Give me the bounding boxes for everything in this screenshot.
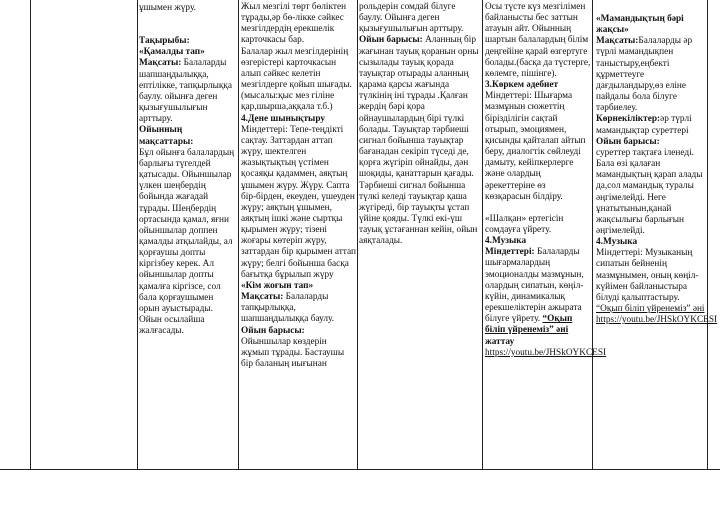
game-process-paragraph: Ойын барысы: Аланның бір жағынан тауық қоранын орны сызылады тауық қорада тауықтар отырады аланның қарама қарсы жағында түлкінің іні тұрады .Қалған жердің бәрі қора ойнаушылардың бірі түлкі болады. Тауықтар тәрбиеші сигнал бойынша тауықтар бағанадан секіріп түседі де, қорға жүгіріп ойнайды, дән шоқиды, қанаттарын қағады. Тәрбиеші сигнал бойынша түлкі келеді тауықтар қаша жүгіреді, бір тауықты ұстап үйіне қояды. Түлкі екі-үш тауық ұстағаннан кейін, ойын аяқталады. bbox=[359, 35, 479, 247]
text-line: ұшымен жүру. bbox=[139, 3, 197, 13]
day-column-2 bbox=[241, 2, 356, 466]
day-column-3 bbox=[359, 2, 481, 466]
fairy-tale-line: «Шалқан» ертегісін сомдауға үйрету. bbox=[485, 213, 564, 235]
day-column-4 bbox=[485, 2, 607, 466]
visual-aids-paragraph: Көрнекіліктер:әр түрлі мамандықтар суреттері bbox=[596, 114, 692, 136]
table-border bbox=[482, 0, 483, 469]
game-process-text: Ойыншылар көздерін жұмып тұрады. Бастаушы бір баланың иығынан bbox=[241, 336, 345, 369]
game-goals-heading: Ойынның мақсаттары: bbox=[139, 125, 194, 147]
day-column-5 bbox=[596, 14, 718, 478]
day-column-1 bbox=[139, 3, 236, 467]
game-process-heading: Ойын барысы: bbox=[596, 136, 660, 147]
season-paragraph: Жыл мезгілі төрт бөліктен тұрады,әр бө-лікке сәйкес мезгілдердің ерекшелік карточкасы бар. Балалар жыл мезгілдерінің өзгерістері карточкасын алып сәйкес келетін мезгілдерге қойып шығады.(мысалы:қыс мез гіліне қар,шырша,аққала т.б.) bbox=[241, 2, 352, 113]
table-border bbox=[238, 0, 239, 469]
game-process-heading: Ойын барысы: bbox=[241, 325, 305, 336]
game-title: «Мамандықтың бәрі жақсы» bbox=[596, 14, 684, 36]
game-process-text: суреттер тақтаға іленеді. Бала өзі қалаған мамандықтың қарап алады да,сол мамандық туралы әңгімелейді. Неге ұнатытынын,қанай жақсылығы барлығын әңгімелейді. bbox=[596, 147, 703, 236]
text-paragraph: рольдерін сомдай білуге баулу. Ойынға деген қызығушылығын арттыру. bbox=[359, 2, 464, 35]
text-paragraph: Осы түсте күз мезгілімен байланысты бес заттын атауын айт. Ойынның шартын балалардың білім деңгейіне қарай өзгертуге болады.(басқа да түстерге, көлемге, пішінге). bbox=[485, 2, 591, 79]
video-link[interactable]: https://youtu.be/JHSkOYKCESI bbox=[596, 315, 718, 326]
game-title: «Қамалды тап» bbox=[139, 47, 205, 58]
pe-tasks: Міндеттері: Тепе-теңдікті сақтау. Заттардан аттап жүру, шектелген жазықтықтың үстімен қосаяқы қадаммен, аяқтың ұшымен жүру. Жүру. Сапта бір-бірден, екеуден, үшеуден жүру; аяқтың ұшымен, аяқтың ішкі және сыртқы қырымен жүру; тізені жоғары көтеріп жүру, заттардан бір қырымен аттап жүру; белгі бойынша басқа бағытқа бұрылып жүру bbox=[241, 124, 356, 280]
music-tasks: Міндеттері: Музыканың сипатын бейненің мазмұнымен, оның көңіл-күйімен байланыстыра білуді қалыптастыру. bbox=[596, 248, 699, 303]
topic-label: Тақырыбы: bbox=[139, 36, 190, 47]
table-border bbox=[30, 0, 31, 469]
music-heading: 4.Музыка bbox=[485, 236, 527, 247]
table-border bbox=[137, 0, 138, 469]
literature-heading: 3.Көркем әдебиет bbox=[485, 80, 559, 91]
video-link[interactable]: https://youtu.be/JHSkOYKCESI bbox=[485, 347, 607, 358]
music-heading: 4.Музыка bbox=[596, 237, 638, 248]
game-description: Бұл ойынға балалардың барлығы түгелдей қатысады. Ойыншылар үлкен шеңбердің бойында жағадай тұрады. Шеңбердің ортасында қамал, яғни ойыншылар доппен қамалды атқылайды, ал қорғаушы допты кіргізбеу керек. Ал ойыншылар допты қамалға кіргізсе, сол бала қорғаушымен орын ауыстырады. Ойын осылайша жалғасады. bbox=[139, 147, 235, 337]
table-border bbox=[592, 0, 593, 469]
music-tasks: Міндеттері: Балаларды шығармалардың эмоционалды мазмұнын, олардың сипатын, көңіл-күйін, динамикалық ерекшеліктерін ажырата білуге үйрету. “Оқып біліп үйренеміз” әні жаттау bbox=[485, 247, 584, 347]
literature-tasks: Міндеттері: Шығарма мазмұнын сюжеттің бірізділігін сақтай отырып, эмоциямен, қисынды қайталап айтып беру, диалогтік сөйлеуді дамыту, кейіпкерлерге және олардың әрекеттеріне өз көзқарасын білдіру. bbox=[485, 91, 586, 202]
game-title: «Кім жоғын тап» bbox=[241, 280, 314, 291]
goal-paragraph: Мақсаты: Балаларды шапшаңдылыққа, ептілікке, тапқырлыққа баулу. ойынға деген қызығушылығын арттыру. bbox=[139, 58, 233, 125]
goal-paragraph: Мақсаты: Балаларды тапқырлыққа, шапшаңдылыққа баулу. bbox=[241, 292, 335, 325]
table-border bbox=[357, 0, 358, 469]
pe-heading: 4.Дене шынықтыру bbox=[241, 113, 326, 124]
table-border bbox=[707, 0, 708, 469]
song-title: “Оқып біліп үйренеміз” әні bbox=[596, 304, 705, 315]
goal-paragraph: Мақсаты:Балаларды әр түрлі мамандықпен таныстыру,еңбекті құрметтеуге дағдыландыру,өз еліне пайдалы бола білуге тәрбиелеу. bbox=[596, 36, 693, 114]
